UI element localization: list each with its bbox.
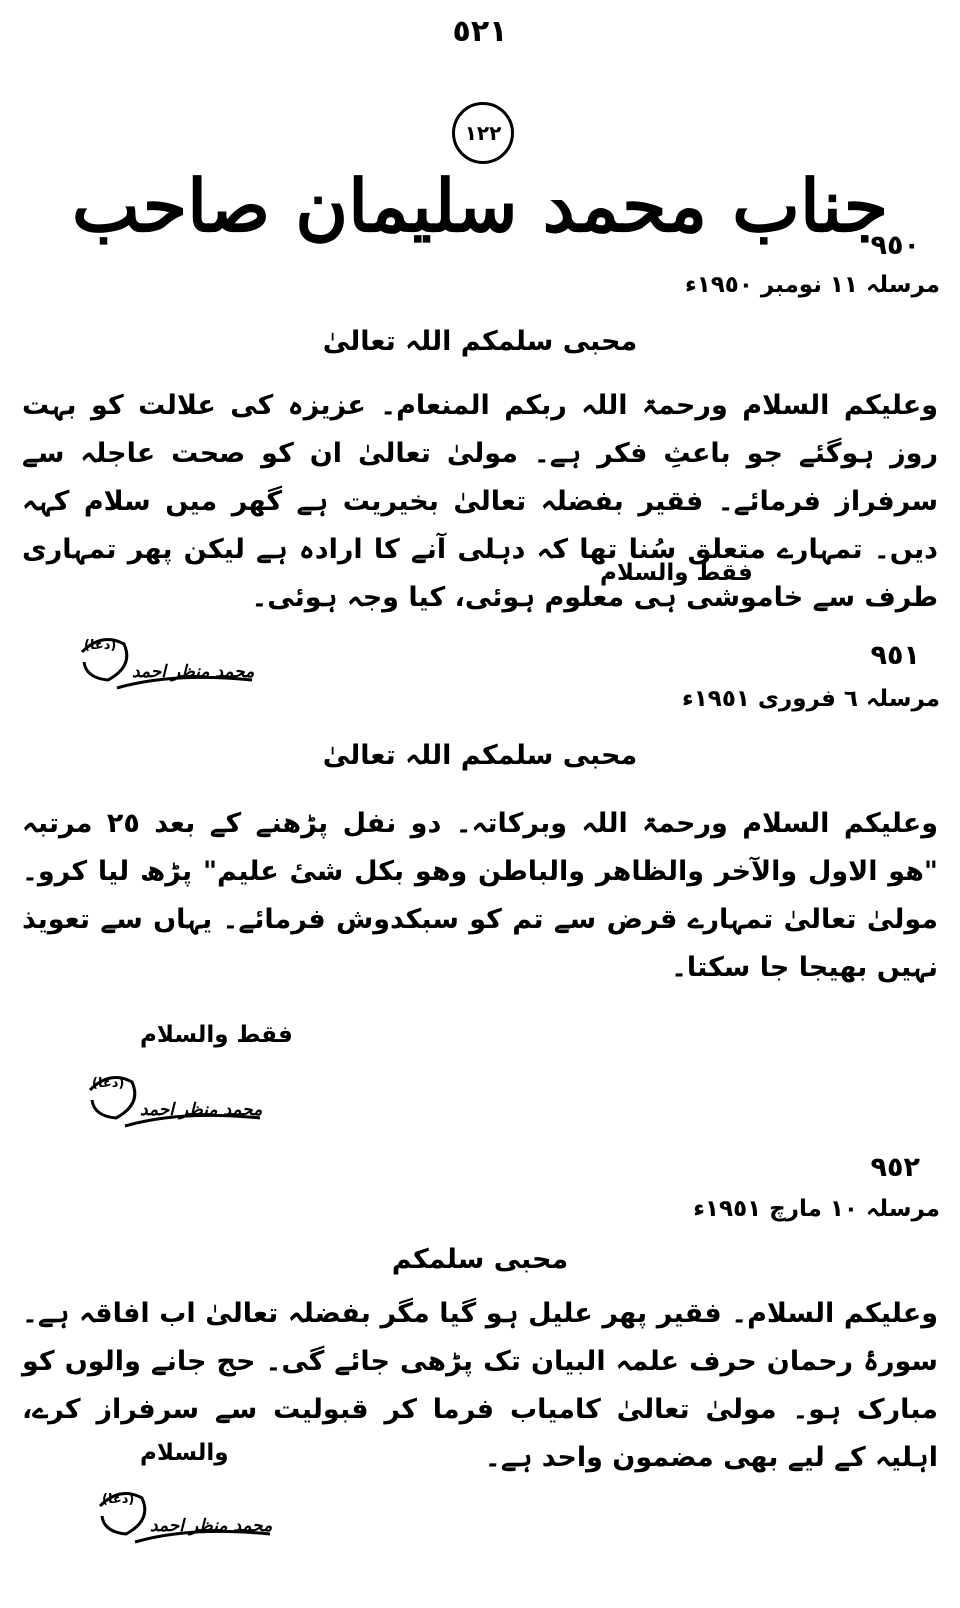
- page-title: جناب محمد سلیمان صاحب: [71, 163, 889, 248]
- signature: [80, 1486, 290, 1556]
- letter-number: ٩٥٠: [870, 230, 920, 261]
- letter-closing: فقط والسلام: [600, 560, 753, 586]
- chapter-number-badge: ١٢٢: [452, 102, 514, 164]
- letter-salutation: محبی سلمکم اللہ تعالیٰ: [322, 326, 638, 357]
- letter-closing: فقط والسلام: [140, 1022, 293, 1048]
- letter-salutation: محبی سلمکم اللہ تعالیٰ: [322, 740, 638, 771]
- letter-number: ٩٥١: [870, 640, 920, 671]
- signature-stamp: (دعا): [84, 638, 117, 653]
- signature-name: محمد منظر احمد: [140, 1100, 263, 1120]
- signature-name: محمد منظر احمد: [132, 662, 255, 682]
- letter-salutation: محبی سلمکم: [391, 1244, 569, 1275]
- page-number: ٥٢١: [452, 14, 508, 49]
- signature-stamp: (دعا): [102, 1492, 135, 1507]
- letter-date: مرسلہ ١١ نومبر ١٩٥٠ء: [684, 272, 940, 298]
- letter-date: مرسلہ ١٠ مارچ ١٩٥١ء: [693, 1196, 940, 1222]
- signature: [70, 1070, 280, 1140]
- letter-closing: والسلام: [140, 1440, 229, 1466]
- letter-body: وعلیکم السلام ورحمۃ اللہ ربکم المنعام۔ عزیزہ کی علالت کو بہت روز ہوگئے جو باعثِ فکر ہے۔ مولیٰ تعالیٰ ان کو صحت عاجلہ سے سرفراز فرمائے۔ فقیر بفضلہ تعالیٰ بخیریت ہے گھر میں سلام کہہ دیں۔ تمہارے متعلق سُنا تھا کہ دہلی آنے کا ارادہ ہے لیکن پھر تمہاری طرف سے خاموشی ہی معلوم ہوئی، کیا وجہ ہوئی۔: [22, 390, 938, 613]
- letter-body: وعلیکم السلام ورحمۃ اللہ وبرکاتہ۔ دو نفل پڑھنے کے بعد ٢٥ مرتبہ "ھو الاول والآخر والظاھر والباطن وھو بکل شیٔ علیم" پڑھ لیا کرو۔ مولیٰ تعالیٰ تمہارے قرض سے تم کو سبکدوش فرمائے۔ یہاں سے تعویذ نہیں بھیجا جا سکتا۔: [22, 808, 938, 983]
- letter-number: ٩٥٢: [870, 1152, 920, 1183]
- letter-date: مرسلہ ٦ فروری ١٩٥١ء: [681, 686, 940, 712]
- signature-name: محمد منظر احمد: [150, 1516, 273, 1536]
- signature: [62, 632, 272, 702]
- letter-body: وعلیکم السلام۔ فقیر پھر علیل ہو گیا مگر بفضلہ تعالیٰ اب افاقہ ہے۔ سورۂ رحمان حرف علمہ البیان تک پڑھی جائے گی۔ حج جانے والوں کو مبارک ہو۔ مولیٰ تعالیٰ کامیاب فرما کر قبولیت سے سرفراز کرے، اہلیہ کے لیے بھی مضمون واحد ہے۔: [22, 1298, 938, 1473]
- signature-stamp: (دعا): [92, 1076, 125, 1091]
